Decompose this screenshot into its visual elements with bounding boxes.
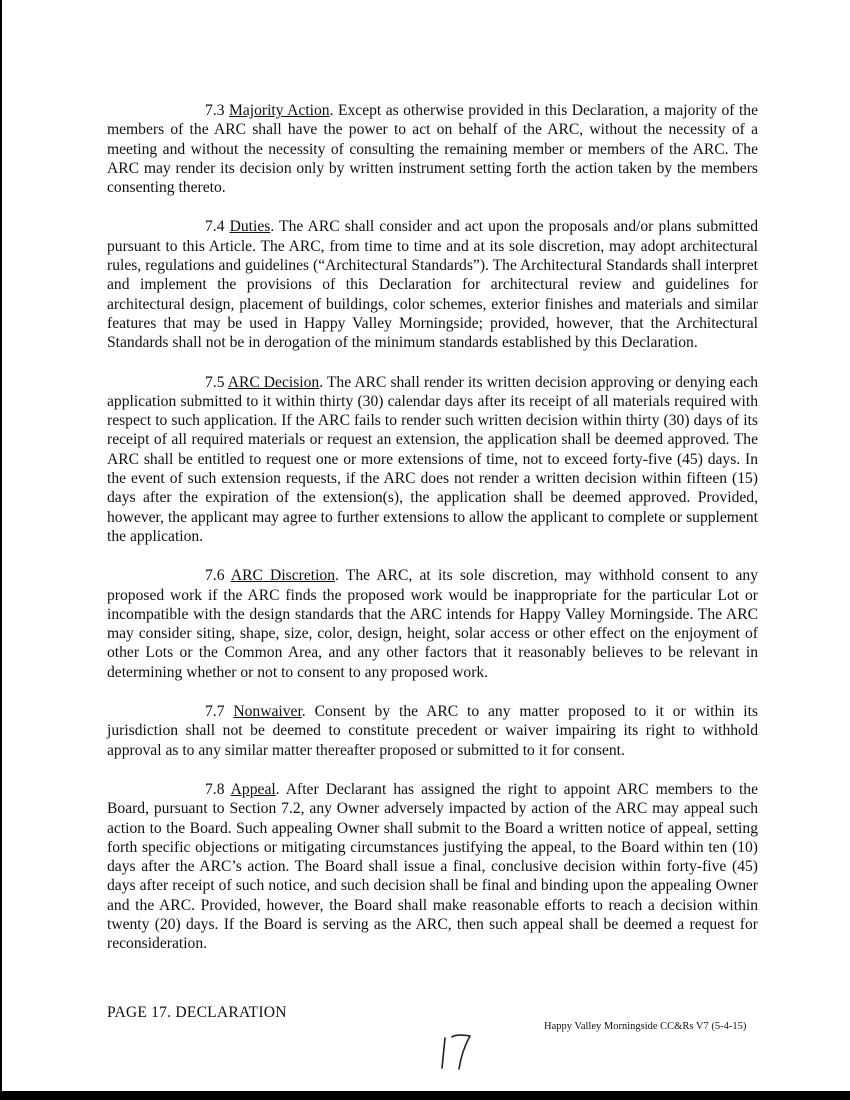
section-heading: Appeal xyxy=(230,780,276,798)
section-body: . Except as otherwise provided in this Declaration, a majority of the members of the ARC shall have the power to act on behalf of the ARC, without the necessity of a meeting and without the necessity of consulting the remaining member or members of the ARC. The ARC may render its decision only by written instrument setting forth the action taken by the members consenting thereto. xyxy=(107,102,758,197)
section-body: . Consent by the ARC to any matter proposed to it or within its jurisdiction shall not be deemed to constitute precedent or waiver impairing its right to withhold approval as to any similar matter thereafter proposed or submitted to it for consent. xyxy=(107,703,758,759)
section-body: . The ARC, at its sole discretion, may withhold consent to any proposed work if the ARC finds the proposed work would be inappropriate for the particular Lot or incompatible with the design standards that the ARC intends for Happy Valley Morningside. The ARC may consider siting, shape, size, color, design, height, solar access or other effect on the enjoyment of other Lots or the Common Area, and any other factors that it reasonably believes to be relevant in determining whether or not to consent to any proposed work. xyxy=(107,567,758,681)
document-reference: Happy Valley Morningside CC&Rs V7 (5-4-15) xyxy=(544,1021,747,1032)
page-label: PAGE 17. DECLARATION xyxy=(107,1004,287,1021)
section-number: 7.4 xyxy=(205,218,230,236)
section-number: 7.3 xyxy=(205,102,229,119)
section-heading: Duties xyxy=(229,218,271,236)
section-heading: Nonwaiver xyxy=(233,703,302,721)
section-7-6 xyxy=(107,566,758,682)
handwritten-page-number xyxy=(438,1032,474,1070)
section-7-5 xyxy=(107,373,758,547)
section-body: . After Declarant has assigned the right to appoint ARC members to the Board, pursuant to Section 7.2, any Owner adversely impacted by action of the ARC may appeal such action to the Board. Such appealing Owner shall submit to the Board a written notice of appeal, setting forth specific objections or mitigating circumstances justifying the appeal, to the Board within ten (10) days after the ARC’s action. The Board shall issue a final, conclusive decision within forty-five (45) days after receipt of such notice, and such decision shall be final and binding upon the appealing Owner and the ARC. Provided, however, the Board shall make reasonable efforts to reach a decision within twenty (20) days. If the Board is serving as the ARC, then such appeal shall be deemed a request for reconsideration. xyxy=(107,780,759,953)
scan-left-edge xyxy=(0,0,2,1100)
section-heading: ARC Decision xyxy=(227,373,320,391)
section-number: 7.6 xyxy=(205,567,231,585)
section-body: . The ARC shall render its written decision approving or denying each application submitted to it within thirty (30) calendar days after its receipt of all materials required with respect to such application. If the ARC fails to render such written decision within thirty (30) days of its receipt of all required materials or request an extension, the application shall be deemed approved. The ARC shall be entitled to request one or more extensions of time, not to exceed forty-five (45) days. In the event of such extension requests, if the ARC does not render a written decision within fifteen (15) days after the expiration of the extension(s), the application shall be deemed approved. Provided, however, the applicant may agree to further extensions to allow the applicant to complete or supplement the application. xyxy=(107,373,758,545)
section-body: . The ARC shall consider and act upon the proposals and/or plans submitted pursuant to this Article. The ARC, from time to time and at its sole discretion, may adopt architectural rules, regulations and guidelines (“Architectural Standards”). The Architectural Standards shall interpret and implement the provisions of this Declaration for architectural review and guidelines for architectural design, placement of buildings, color schemes, exterior finishes and materials and similar features that may be used in Happy Valley Morningside; provided, however, that the Architectural Standards shall not be in derogation of the minimum standards established by this Declaration. xyxy=(107,218,758,352)
section-number: 7.5 xyxy=(205,373,228,391)
section-7-4 xyxy=(107,217,758,352)
section-number: 7.8 xyxy=(205,780,231,798)
section-heading: Majority Action xyxy=(228,102,330,119)
document-body xyxy=(107,101,758,974)
section-heading: ARC Discretion xyxy=(230,567,336,585)
section-7-3 xyxy=(107,101,758,197)
section-7-7 xyxy=(107,702,758,760)
section-number: 7.7 xyxy=(205,703,234,721)
scan-bottom-edge xyxy=(0,1091,850,1100)
section-7-8 xyxy=(107,780,758,954)
